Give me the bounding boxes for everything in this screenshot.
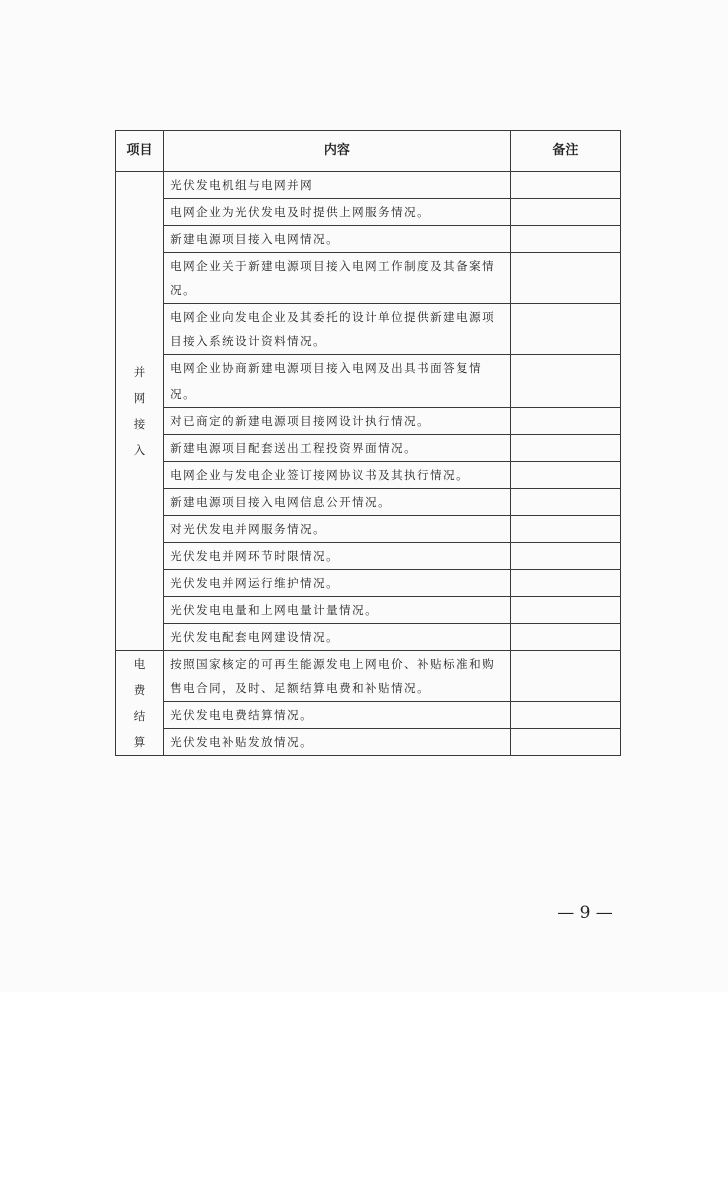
content-cell: 光伏发电并网环节时限情况。 bbox=[164, 543, 511, 570]
content-cell: 光伏发电机组与电网并网 bbox=[164, 172, 511, 199]
content-cell: 对光伏发电并网服务情况。 bbox=[164, 516, 511, 543]
table-row bbox=[116, 462, 621, 489]
group-label: 电费结算 bbox=[116, 651, 164, 756]
note-cell bbox=[510, 462, 620, 489]
note-cell bbox=[510, 516, 620, 543]
note-cell bbox=[510, 543, 620, 570]
content-cell: 按照国家核定的可再生能源发电上网电价、补贴标准和购售电合同，及时、足额结算电费和补贴情况。 bbox=[164, 651, 511, 702]
table-row bbox=[116, 304, 621, 355]
content-cell: 光伏发电补贴发放情况。 bbox=[164, 729, 511, 756]
table-row bbox=[116, 624, 621, 651]
table-row bbox=[116, 702, 621, 729]
content-cell: 电网企业关于新建电源项目接入电网工作制度及其备案情况。 bbox=[164, 253, 511, 304]
table-row bbox=[116, 570, 621, 597]
content-cell: 新建电源项目接入电网情况。 bbox=[164, 226, 511, 253]
note-cell bbox=[510, 489, 620, 516]
header-content: 内容 bbox=[164, 131, 511, 172]
table-row bbox=[116, 408, 621, 435]
note-cell bbox=[510, 172, 620, 199]
content-cell: 新建电源项目配套送出工程投资界面情况。 bbox=[164, 435, 511, 462]
content-cell: 电网企业与发电企业签订接网协议书及其执行情况。 bbox=[164, 462, 511, 489]
content-cell: 新建电源项目接入电网信息公开情况。 bbox=[164, 489, 511, 516]
content-cell: 电网企业向发电企业及其委托的设计单位提供新建电源项目接入系统设计资料情况。 bbox=[164, 304, 511, 355]
note-cell bbox=[510, 253, 620, 304]
note-cell bbox=[510, 226, 620, 253]
table-body bbox=[116, 172, 621, 756]
note-cell bbox=[510, 355, 620, 408]
table-row bbox=[116, 435, 621, 462]
table-row bbox=[116, 651, 621, 702]
header-item: 项目 bbox=[116, 131, 164, 172]
note-cell bbox=[510, 651, 620, 702]
table-row bbox=[116, 253, 621, 304]
table-row bbox=[116, 226, 621, 253]
content-cell: 对已商定的新建电源项目接网设计执行情况。 bbox=[164, 408, 511, 435]
table-row bbox=[116, 597, 621, 624]
content-cell: 电网企业协商新建电源项目接入电网及出具书面答复情况。 bbox=[164, 355, 511, 408]
note-cell bbox=[510, 624, 620, 651]
table-row bbox=[116, 729, 621, 756]
header-note: 备注 bbox=[510, 131, 620, 172]
content-cell: 光伏发电电费结算情况。 bbox=[164, 702, 511, 729]
note-cell bbox=[510, 597, 620, 624]
table-header-row bbox=[116, 131, 621, 172]
table-row bbox=[116, 516, 621, 543]
table-row bbox=[116, 172, 621, 199]
table-row bbox=[116, 543, 621, 570]
content-cell: 光伏发电并网运行维护情况。 bbox=[164, 570, 511, 597]
content-cell: 电网企业为光伏发电及时提供上网服务情况。 bbox=[164, 199, 511, 226]
note-cell bbox=[510, 570, 620, 597]
group-label: 并网接入 bbox=[116, 172, 164, 651]
note-cell bbox=[510, 729, 620, 756]
content-cell: 光伏发电电量和上网电量计量情况。 bbox=[164, 597, 511, 624]
note-cell bbox=[510, 199, 620, 226]
page-number: — 9 — bbox=[557, 903, 613, 923]
table-row bbox=[116, 199, 621, 226]
note-cell bbox=[510, 408, 620, 435]
table-row bbox=[116, 355, 621, 408]
table-row bbox=[116, 489, 621, 516]
note-cell bbox=[510, 435, 620, 462]
content-cell: 光伏发电配套电网建设情况。 bbox=[164, 624, 511, 651]
note-cell bbox=[510, 702, 620, 729]
inspection-table bbox=[115, 130, 621, 756]
note-cell bbox=[510, 304, 620, 355]
